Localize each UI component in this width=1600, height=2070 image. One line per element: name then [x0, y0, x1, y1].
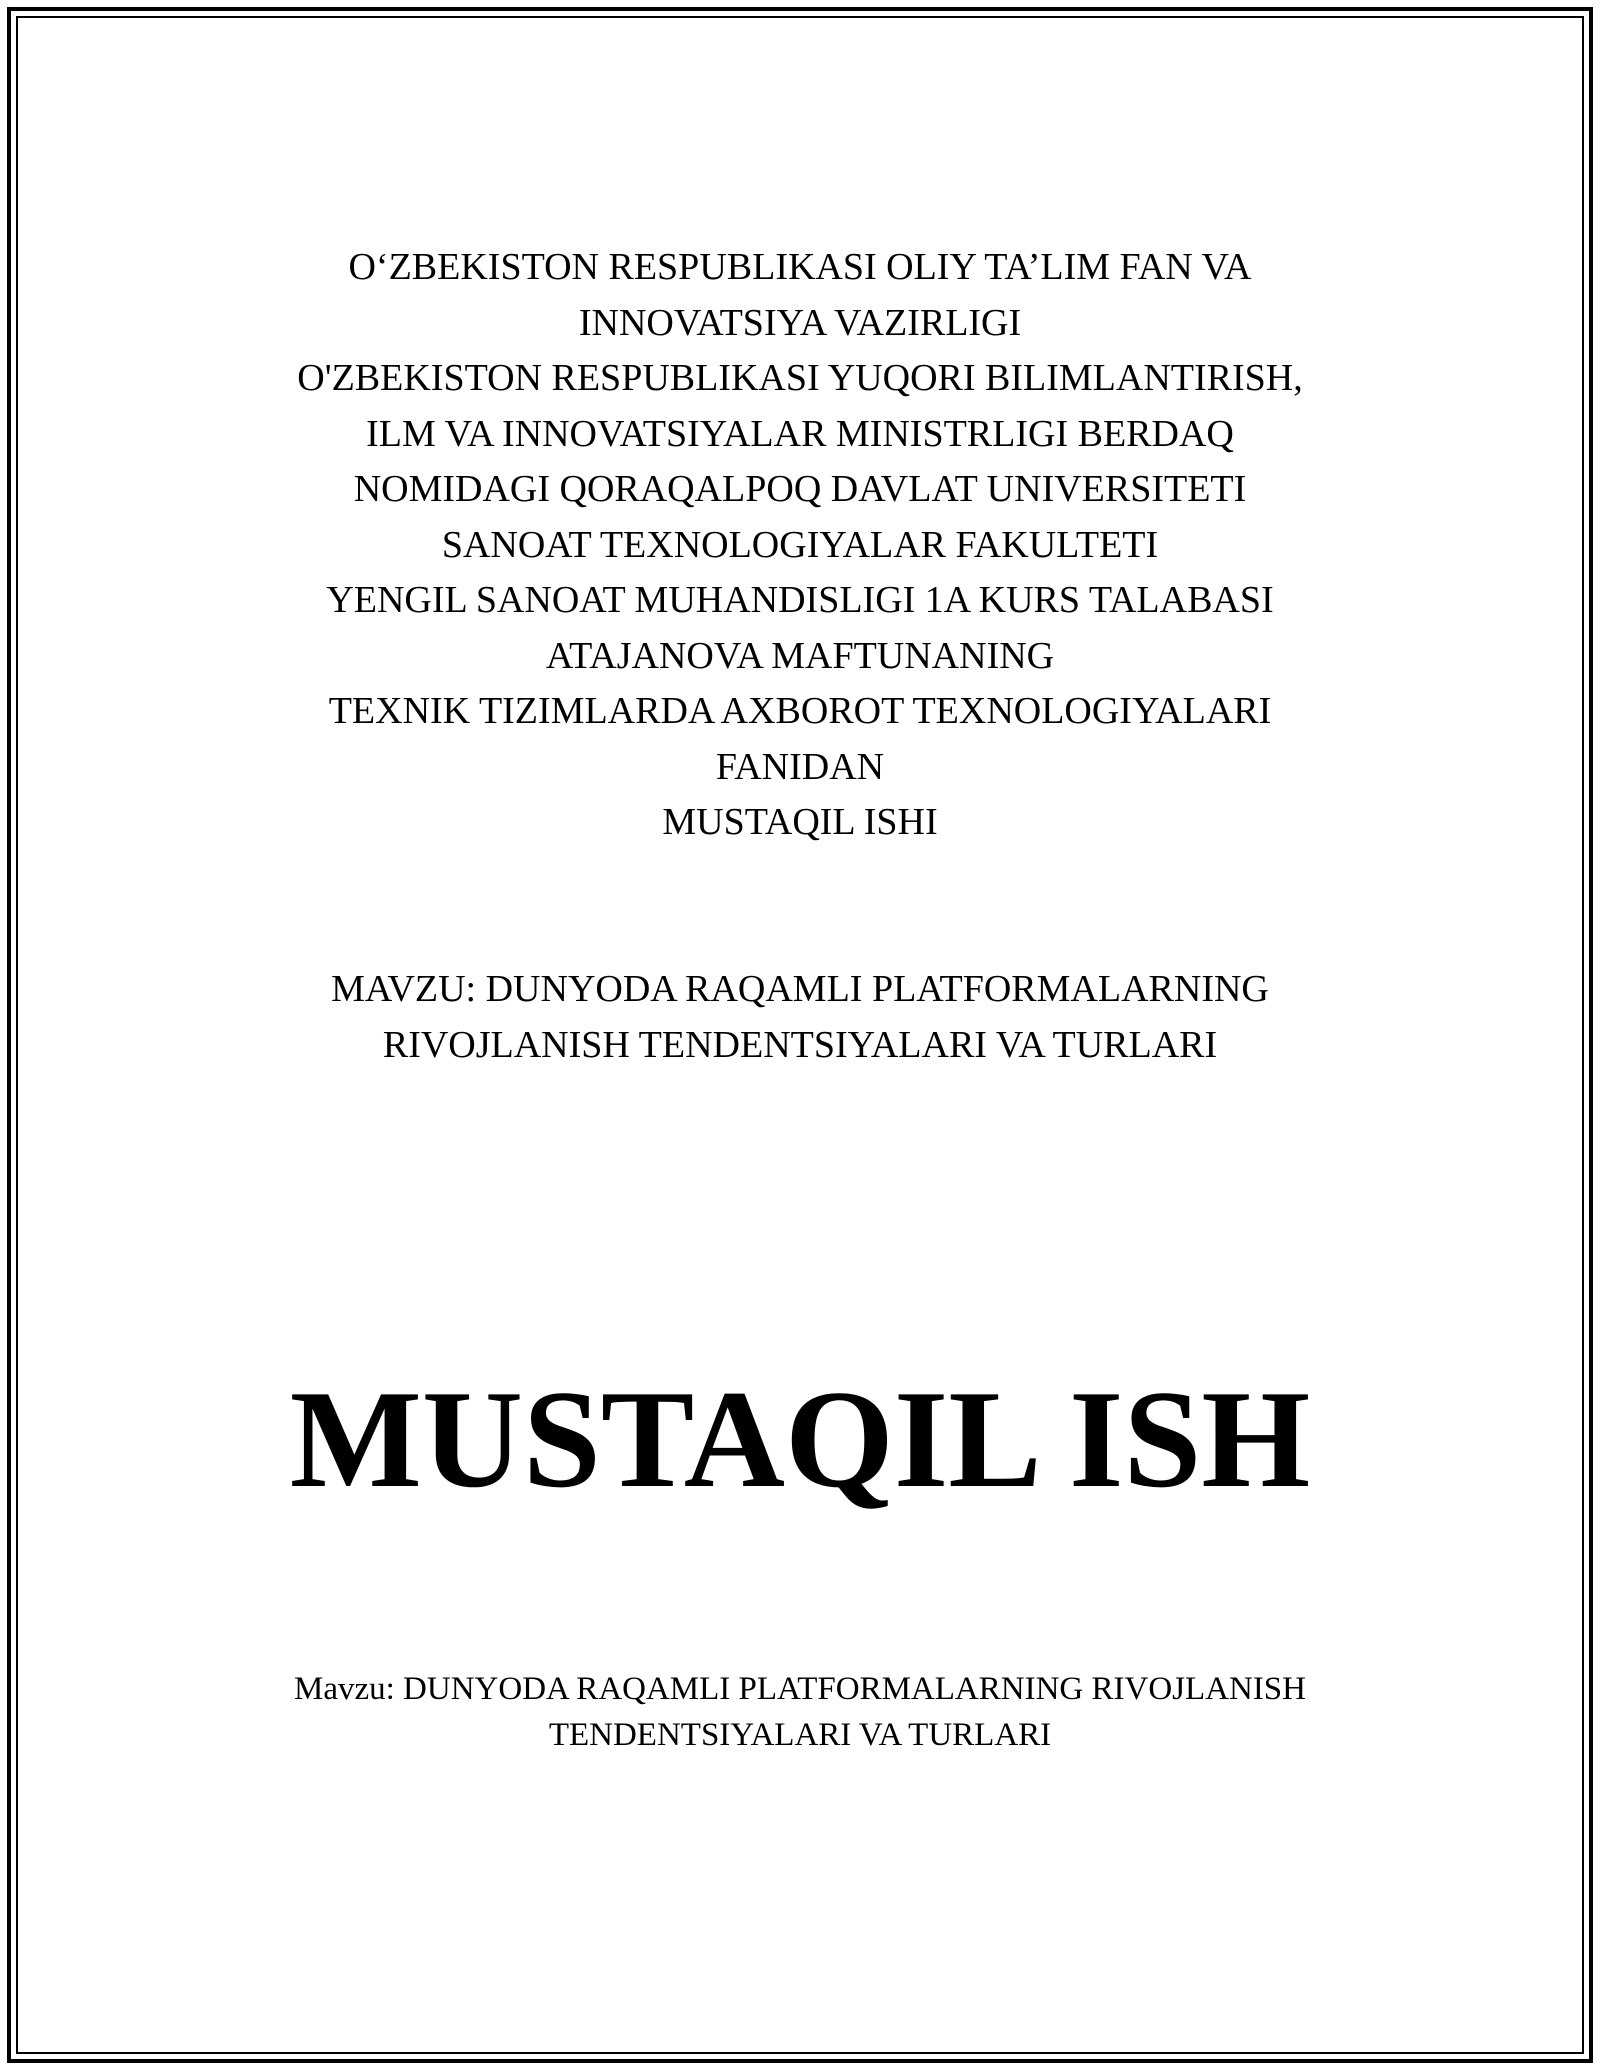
header-line: O‘ZBEKISTON RESPUBLIKASI OLIY TA’LIM FAN VA	[348, 246, 1252, 288]
header-line: FANIDAN	[715, 745, 885, 788]
header-line: NOMIDAGI QORAQALPOQ DAVLAT UNIVERSITETI	[353, 468, 1247, 510]
header-line: ATAJANOVA MAFTUNANING	[545, 634, 1055, 677]
footer-line: Mavzu: DUNYODA RAQAMLI PLATFORMALARNING RIVOJLANISH	[294, 1671, 1306, 1707]
header-line: ILM VA INNOVATSIYALAR MINISTRLIGI BERDAQ	[366, 412, 1234, 455]
page-title: MUSTAQIL ISH	[289, 1362, 1311, 1517]
topic-line: MAVZU: DUNYODA RAQAMLI PLATFORMALARNING	[331, 968, 1269, 1010]
header-line: INNOVATSIYA VAZIRLIGI	[578, 301, 1022, 344]
institution-header	[0, 240, 1600, 851]
topic-heading	[0, 962, 1600, 1073]
header-line: O'ZBEKISTON RESPUBLIKASI YUQORI BILIMLANTIRISH,	[297, 357, 1303, 399]
topic-footer	[0, 1666, 1600, 1758]
topic-line: RIVOJLANISH TENDENTSIYALARI VA TURLARI	[382, 1023, 1218, 1066]
header-line: TEXNIK TIZIMLARDA AXBOROT TEXNOLOGIYALARI	[328, 690, 1272, 732]
header-line: SANOAT TEXNOLOGIYALAR FAKULTETI	[441, 523, 1159, 566]
header-line: MUSTAQIL ISHI	[662, 801, 938, 843]
footer-line: TENDENTSIYALARI VA TURLARI	[548, 1717, 1052, 1753]
header-line: YENGIL SANOAT MUHANDISLIGI 1A KURS TALABASI	[326, 579, 1274, 621]
